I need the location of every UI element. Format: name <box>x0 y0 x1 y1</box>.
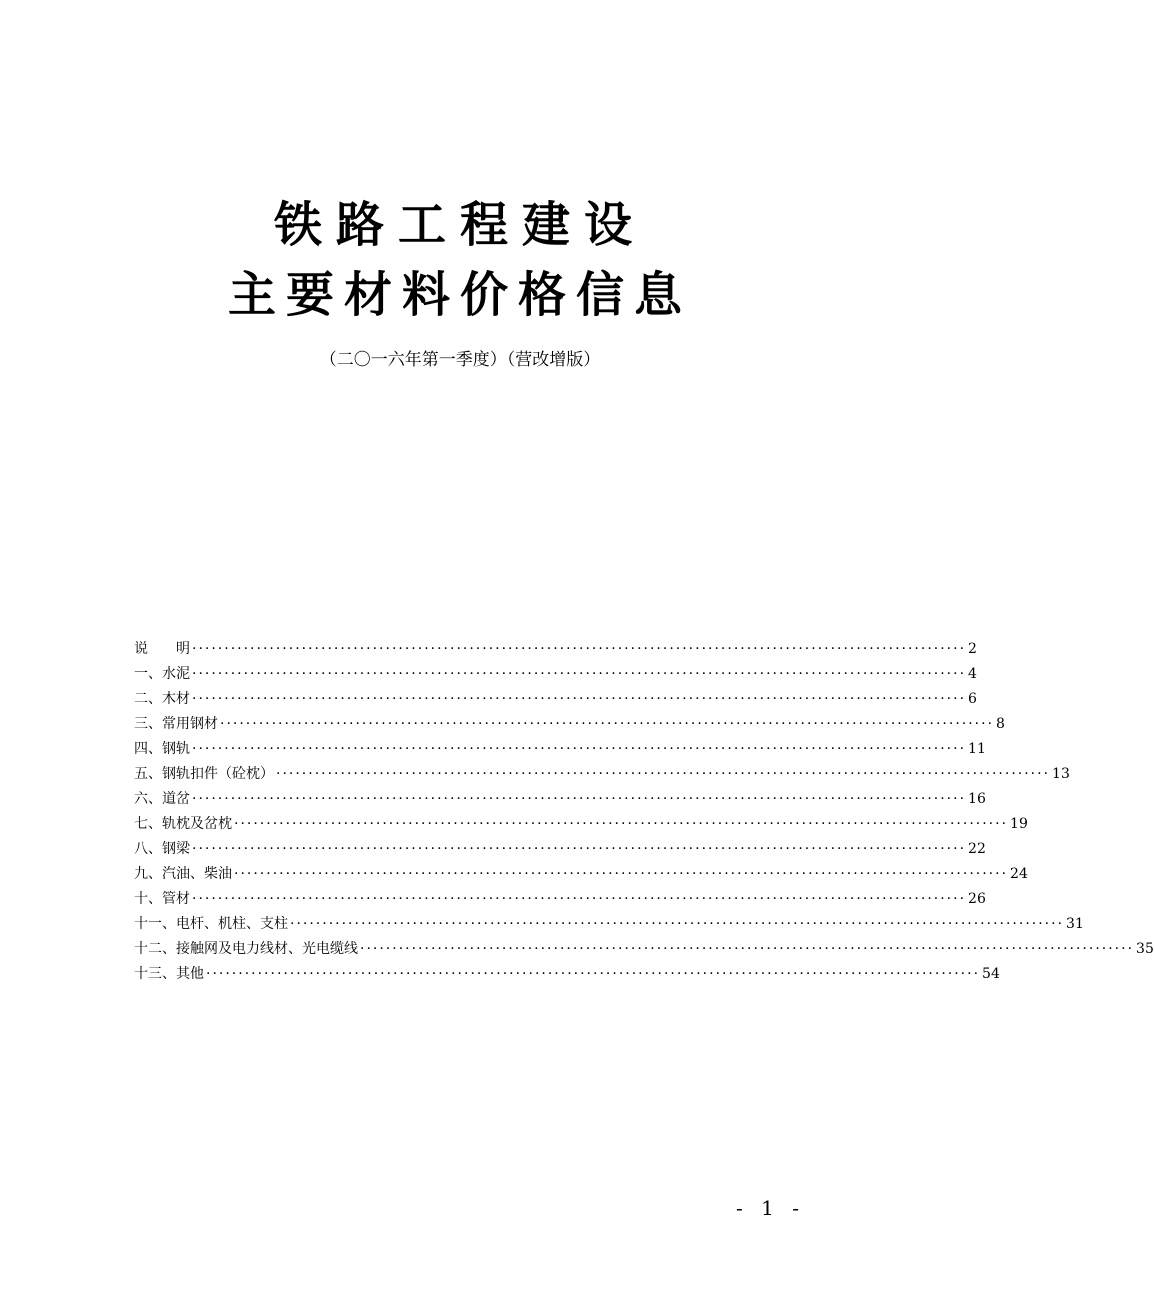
toc-leader-dots: ························································································································ <box>192 666 967 682</box>
toc-entry-label: 四、钢轨 <box>134 741 190 757</box>
toc-entry-label: 十三、其他 <box>134 966 204 982</box>
toc-entry-page: 11 <box>968 741 986 757</box>
document-subtitle: （二〇一六年第一季度）（营改增版） <box>319 350 601 370</box>
toc-entry[interactable] <box>134 888 986 913</box>
toc-entry-label: 十二、接触网及电力线材、光电缆线 <box>134 941 358 957</box>
toc-leader-dots: ························································································································ <box>206 966 981 982</box>
toc-entry-label: 八、钢梁 <box>134 841 190 857</box>
toc-entry[interactable] <box>134 863 1028 888</box>
toc-leader-dots: ························································································································ <box>192 841 967 857</box>
toc-leader-dots: ························································································································ <box>192 791 967 807</box>
toc-entry[interactable] <box>134 688 977 713</box>
page-number: - 1 - <box>736 1196 805 1220</box>
toc-entry-page: 22 <box>968 841 986 857</box>
document-title-line-1: 铁路工程建设 <box>273 197 646 253</box>
toc-entry[interactable] <box>134 838 986 863</box>
toc-leader-dots: ························································································································ <box>276 766 1051 782</box>
toc-leader-dots: ························································································································ <box>360 941 1135 957</box>
toc-entry-label: 一、水泥 <box>134 666 190 682</box>
toc-leader-dots: ························································································································ <box>290 916 1065 932</box>
document-title-line-2: 主要材料价格信息 <box>227 267 692 323</box>
toc-entry-page: 13 <box>1052 766 1070 782</box>
toc-leader-dots: ························································································································ <box>192 691 967 707</box>
toc-entry[interactable] <box>134 938 1154 963</box>
toc-leader-dots: ························································································································ <box>234 866 1009 882</box>
toc-entry[interactable] <box>134 913 1084 938</box>
toc-leader-dots: ························································································································ <box>192 741 967 757</box>
toc-entry-page: 6 <box>968 691 977 707</box>
toc-entry-label: 五、钢轨扣件（砼枕） <box>134 766 274 782</box>
toc-entry[interactable] <box>134 713 1005 738</box>
toc-entry-page: 2 <box>968 641 977 657</box>
toc-entry-page: 26 <box>968 891 986 907</box>
toc-entry-page: 31 <box>1066 916 1084 932</box>
toc-entry-page: 4 <box>968 666 977 682</box>
toc-entry[interactable] <box>134 638 977 663</box>
toc-entry-label: 七、轨枕及岔枕 <box>134 816 232 832</box>
toc-entry-label: 六、道岔 <box>134 791 190 807</box>
toc-entry-page: 24 <box>1010 866 1028 882</box>
toc-entry[interactable] <box>134 663 977 688</box>
toc-entry[interactable] <box>134 788 986 813</box>
toc-entry-label: 十一、电杆、机柱、支柱 <box>134 916 288 932</box>
toc-entry-page: 19 <box>1010 816 1028 832</box>
toc-entry-page: 54 <box>982 966 1000 982</box>
toc-entry-label: 三、常用钢材 <box>134 716 218 732</box>
toc-leader-dots: ························································································································ <box>220 716 995 732</box>
toc-entry[interactable] <box>134 763 1070 788</box>
toc-entry-label: 说 明 <box>134 641 190 657</box>
toc-entry[interactable] <box>134 738 986 763</box>
toc-entry-page: 8 <box>996 716 1005 732</box>
toc-entry-page: 16 <box>968 791 986 807</box>
toc-entry[interactable] <box>134 813 1028 838</box>
toc-entry-label: 十、管材 <box>134 891 190 907</box>
table-of-contents <box>134 638 1154 988</box>
toc-entry-page: 35 <box>1136 941 1154 957</box>
toc-leader-dots: ························································································································ <box>234 816 1009 832</box>
toc-leader-dots: ························································································································ <box>192 641 967 657</box>
toc-leader-dots: ························································································································ <box>192 891 967 907</box>
toc-entry-label: 九、汽油、柴油 <box>134 866 232 882</box>
toc-entry-label: 二、木材 <box>134 691 190 707</box>
toc-entry[interactable] <box>134 963 1000 988</box>
